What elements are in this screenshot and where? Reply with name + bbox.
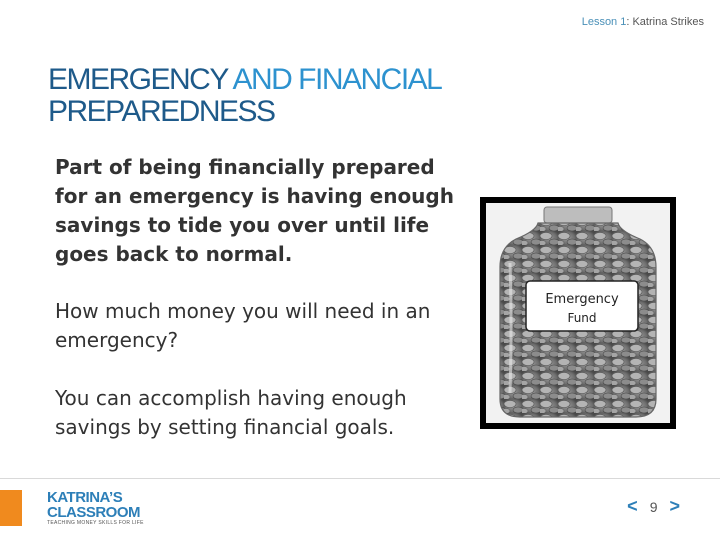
- lesson-label: [582, 16, 704, 28]
- emergency-fund-jar-image: [480, 197, 676, 429]
- jar-illustration: [486, 203, 670, 423]
- previous-slide-button[interactable]: <: [627, 496, 638, 516]
- slide-navigation: [627, 496, 680, 517]
- paragraph-goals: You can accomplish having enough savings by setting financial goals.: [55, 386, 407, 439]
- lesson-number: Lesson 1: [581, 16, 627, 28]
- logo-orange-bar-icon: [0, 490, 22, 526]
- jar-label-line2: Fund: [567, 311, 597, 325]
- logo-line1: KATRINA’S: [47, 489, 123, 506]
- katrinas-classroom-logo: [0, 490, 160, 530]
- footer-divider: [0, 478, 720, 479]
- lesson-title: : Katrina Strikes: [626, 16, 704, 28]
- paragraph-savings: Part of being financially prepared for an emergency is having enough savings to tide you over until life goes back to normal.: [55, 155, 454, 266]
- jar-label-line1: Emergency: [545, 292, 619, 307]
- title-part-line2: PREPAREDNESS: [48, 95, 275, 128]
- next-slide-button[interactable]: >: [669, 496, 680, 516]
- page-number: 9: [649, 498, 658, 515]
- logo-line2: CLASSROOM: [47, 504, 140, 521]
- slide-title: [48, 64, 441, 128]
- title-part-dark: EMERGENCY: [48, 63, 233, 96]
- title-part-accent: AND FINANCIAL: [232, 63, 442, 96]
- logo-tagline: TEACHING MONEY SKILLS FOR LIFE: [47, 520, 144, 526]
- paragraph-question: How much money you will need in an emergency?: [55, 299, 431, 352]
